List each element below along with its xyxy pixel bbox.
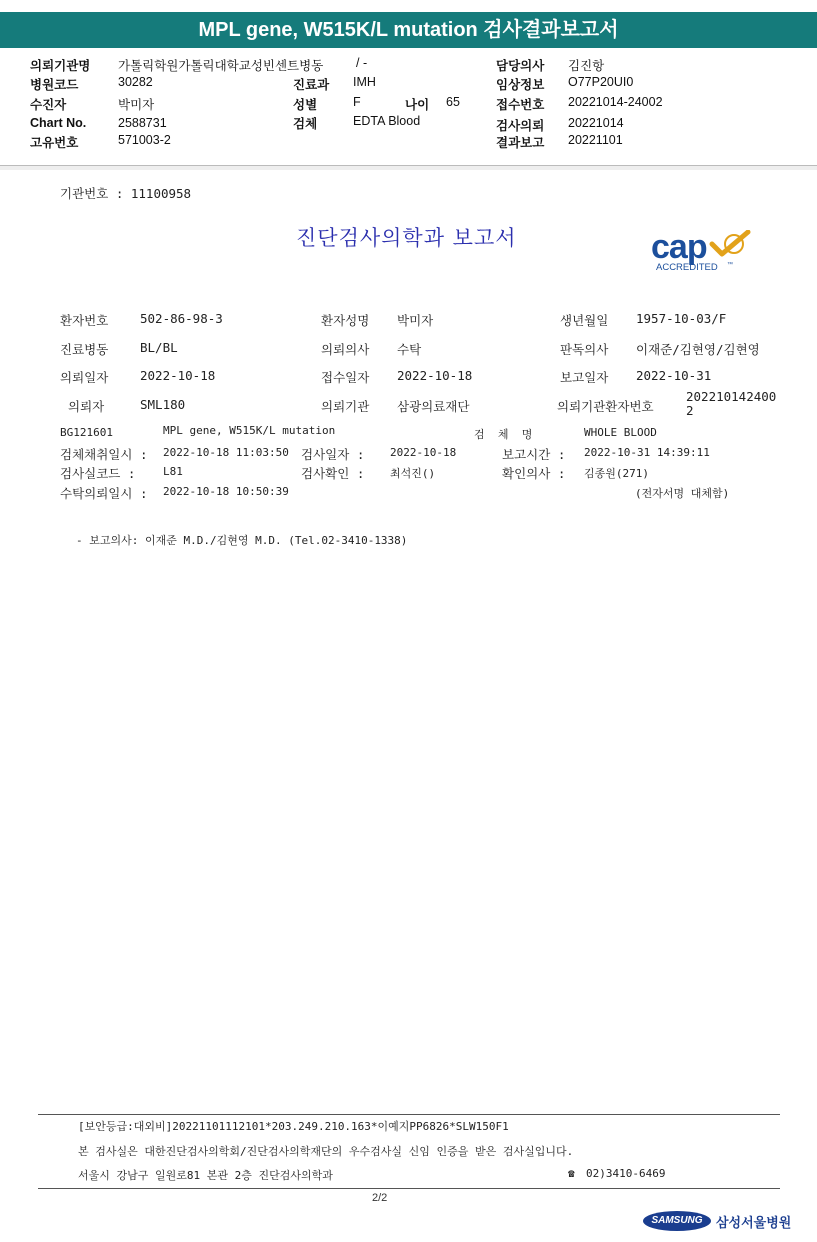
header-value-institution: 가톨릭학원가톨릭대학교성빈센트병동 (118, 59, 324, 73)
specimen-value: WHOLE BLOOD (584, 426, 657, 439)
header-label-patient: 수진자 (30, 98, 67, 112)
info-value-requesting-doctor: 수탁 (397, 342, 422, 357)
info-label-report-date: 보고일자 (560, 370, 609, 385)
row-label-test-confirm: 검사확인 : (301, 466, 365, 481)
lab-phone: 02)3410-6469 (586, 1167, 666, 1180)
header-value-dept: IMH (353, 75, 376, 89)
header-value-patient: 박미자 (118, 98, 155, 112)
row-value-consign-time: 2022-10-18 10:50:39 (163, 485, 289, 498)
header-value-request-date: 20221014 (568, 116, 624, 130)
header-label-chart-no: Chart No. (30, 116, 87, 130)
phone-icon: ☎ (568, 1167, 575, 1180)
row-label-consign-time: 수탁의뢰일시 : (60, 486, 148, 501)
row-label-collection-time: 검체채취일시 : (60, 447, 148, 462)
footer-bottom-line (38, 1188, 780, 1189)
header-label-reception-no: 접수번호 (496, 98, 545, 112)
cap-accredited-logo (648, 230, 758, 276)
header-label-doctor: 담당의사 (496, 59, 545, 73)
row-value-lab-code: L81 (163, 465, 183, 478)
info-value-request-date: 2022-10-18 (140, 368, 216, 383)
lab-address: 서울시 강남구 일원로81 본관 2층 진단검사의학과 (78, 1169, 333, 1182)
info-label-patient-name: 환자성명 (321, 313, 370, 328)
info-value-reading-doctor: 이재준/김현영/김현영 (636, 342, 760, 357)
header-label-request-date: 검사의뢰 (496, 119, 545, 133)
info-label-ward: 진료병동 (60, 342, 109, 357)
header-value-doctor: 김진항 (568, 59, 605, 73)
page-number: 2/2 (372, 1192, 388, 1204)
electronic-signature-note: (전자서명 대체함) (635, 487, 730, 500)
institution-number: 기관번호 : 11100958 (60, 186, 192, 201)
row-value-test-confirm: 최석진() (390, 467, 436, 480)
info-value-requester: SML180 (140, 397, 186, 412)
row-value-collection-time: 2022-10-18 11:03:50 (163, 446, 289, 459)
specimen-label: 검 체 명 (474, 428, 533, 441)
document-title: 진단검사의학과 보고서 (296, 226, 517, 250)
info-label-reading-doctor: 판독의사 (560, 342, 609, 357)
info-value-report-date: 2022-10-31 (636, 368, 712, 383)
row-value-test-date: 2022-10-18 (390, 446, 457, 459)
header-value-report-date: 20221101 (568, 133, 623, 147)
header-label-specimen: 검체 (293, 117, 318, 131)
info-label-requesting-doctor: 의뢰의사 (321, 342, 370, 357)
row-label-report-time: 보고시간 : (502, 447, 566, 462)
header-value-unique-no: 571003-2 (118, 133, 171, 147)
header-value-ward: / - (356, 56, 368, 70)
info-value-receipt-date: 2022-10-18 (397, 368, 473, 383)
info-value-requesting-institution: 삼광의료재단 (397, 399, 470, 414)
header-value-sex: F (353, 95, 361, 109)
security-line: [보안등급:대외비]20221101112101*203.249.210.163*이예지PP6826*SLW150F1 (78, 1120, 509, 1133)
info-value-patient-no: 502-86-98-3 (140, 311, 223, 326)
cap-trademark: ™ (727, 262, 733, 268)
header-value-chart-no: 2588731 (118, 116, 167, 130)
header-label-report-date: 결과보고 (496, 136, 545, 150)
header-label-hospital-code: 병원코드 (30, 78, 79, 92)
header-label-dept: 진료과 (293, 78, 330, 92)
header-label-clinical-info: 임상정보 (496, 78, 545, 92)
info-value-patient-name: 박미자 (397, 313, 434, 328)
header-value-clinical-info: O77P20UI0 (568, 75, 634, 89)
footer-top-line (38, 1114, 780, 1115)
header-divider-shadow (0, 166, 817, 170)
header-value-specimen: EDTA Blood (353, 114, 421, 128)
header-value-hospital-code: 30282 (118, 75, 153, 89)
header-label-sex: 성별 (293, 98, 318, 112)
test-name: MPL gene, W515K/L mutation (163, 424, 336, 437)
cap-accredited-text: ACCREDITED (656, 262, 718, 273)
info-label-patient-no: 환자번호 (60, 313, 109, 328)
row-value-report-time: 2022-10-31 14:39:11 (584, 446, 710, 459)
header-label-unique-no: 고유번호 (30, 136, 79, 150)
cap-check-icon (708, 230, 752, 258)
hospital-name: 삼성서울병원 (716, 1215, 792, 1230)
row-value-confirm-doctor: 김종원(271) (584, 467, 649, 480)
row-label-confirm-doctor: 확인의사 : (502, 466, 566, 481)
info-value-ward: BL/BL (140, 340, 178, 355)
header-label-age: 나이 (405, 98, 430, 112)
report-title-bar: MPL gene, W515K/L mutation 검사결과보고서 (0, 12, 817, 48)
header-value-reception-no: 20221014-24002 (568, 95, 663, 109)
info-value-institution-patient-no: 202210142400 2 (686, 389, 777, 418)
test-code: BG121601 (60, 426, 113, 439)
info-label-receipt-date: 접수일자 (321, 370, 370, 385)
row-label-lab-code: 검사실코드 : (60, 466, 136, 481)
info-value-birth: 1957-10-03/F (636, 311, 727, 326)
info-label-requesting-institution: 의뢰기관 (321, 399, 370, 414)
row-label-test-date: 검사일자 : (301, 447, 365, 462)
reporting-doctors: - 보고의사: 이재준 M.D./김현영 M.D. (Tel.02-3410-1338) (76, 534, 408, 547)
info-label-requester: 의뢰자 (68, 399, 105, 414)
info-label-birth: 생년월일 (560, 313, 609, 328)
header-value-age: 65 (446, 95, 460, 109)
certification-statement: 본 검사실은 대한진단검사의학회/진단검사의학재단의 우수검사실 신임 인증을 받은 검사실입니다. (78, 1145, 574, 1158)
info-label-request-date: 의뢰일자 (60, 370, 109, 385)
info-label-institution-patient-no: 의뢰기관환자번호 (557, 399, 654, 414)
header-label-institution: 의뢰기관명 (30, 59, 91, 73)
cap-logo-text: cap (651, 228, 707, 266)
samsung-logo: SAMSUNG (643, 1211, 711, 1231)
